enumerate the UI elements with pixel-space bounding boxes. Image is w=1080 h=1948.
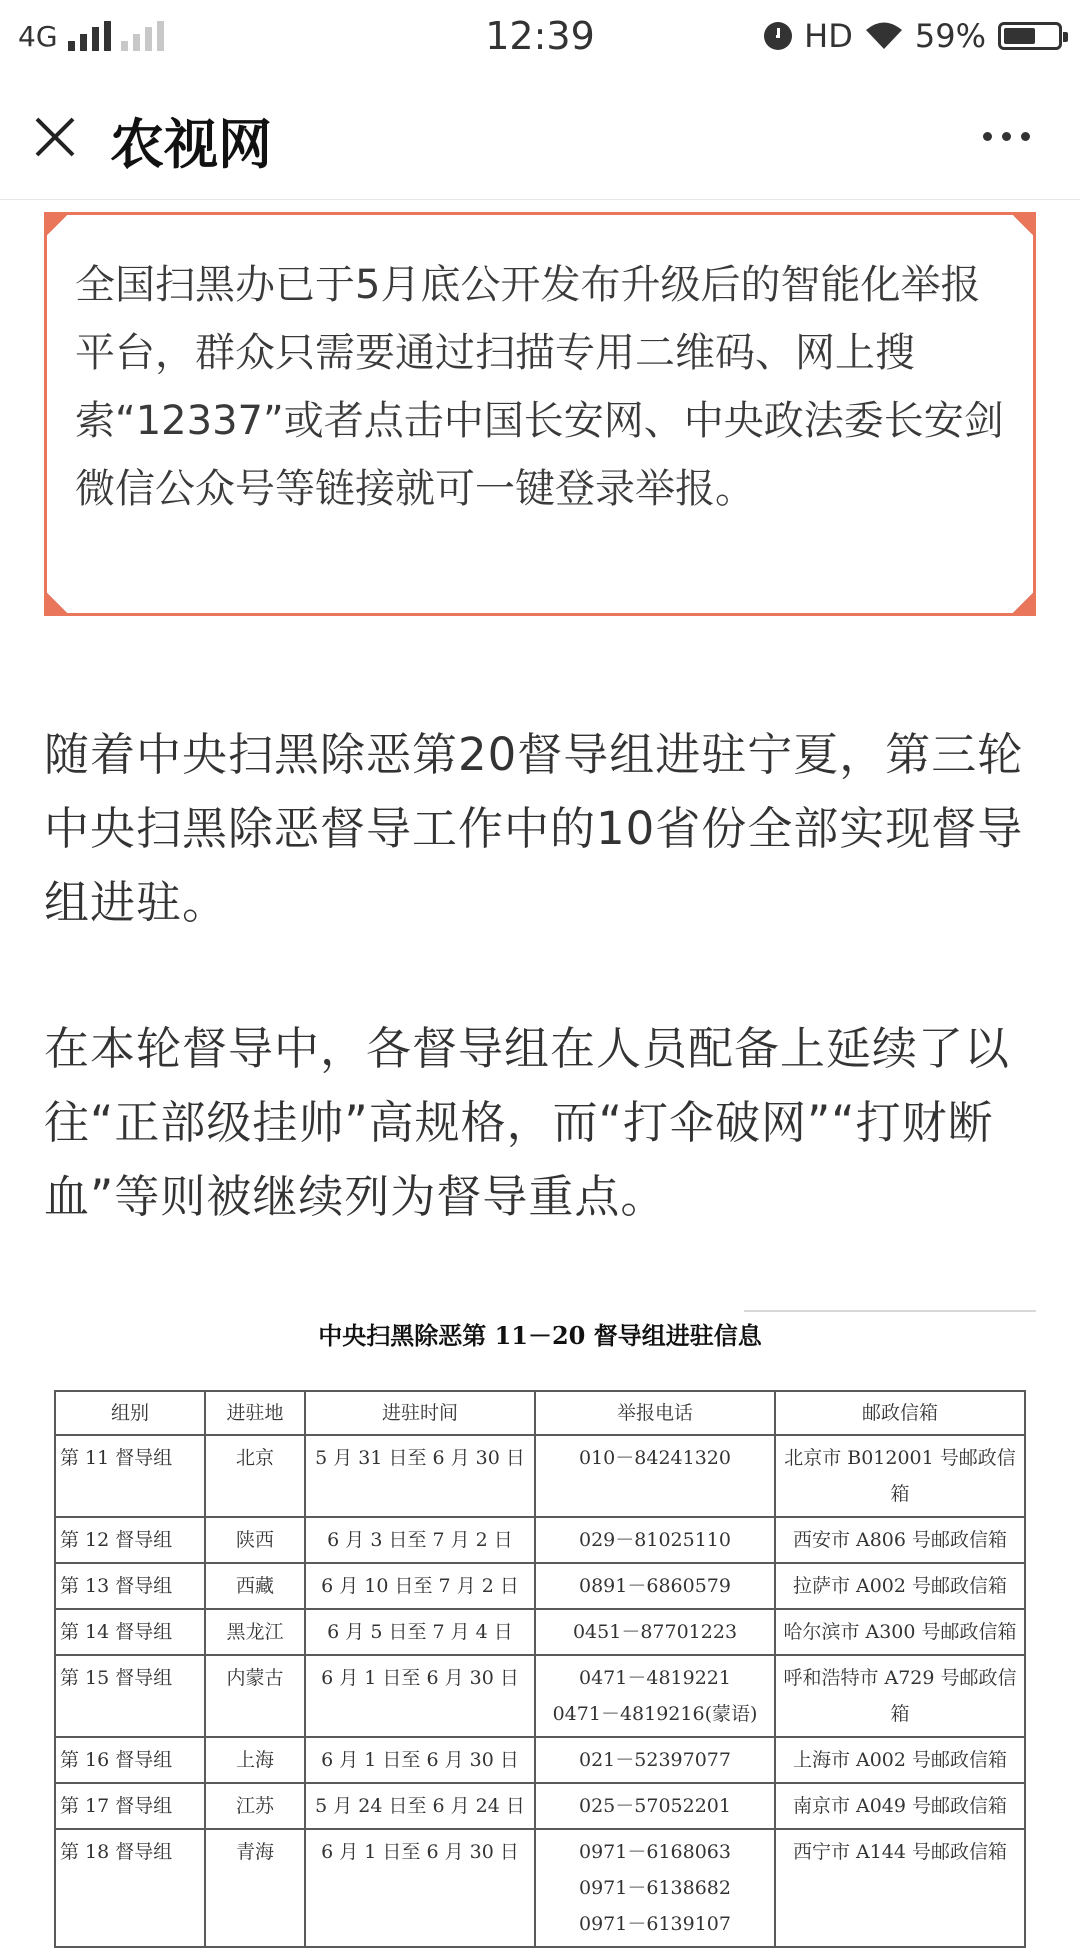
wifi-icon xyxy=(865,21,903,51)
battery-percent: 59% xyxy=(914,17,986,55)
table-header-cell: 进驻地 xyxy=(205,1391,305,1435)
table-cell: 6 月 1 日至 6 月 30 日 xyxy=(305,1829,535,1947)
table-row xyxy=(55,1435,1025,1517)
table-cell: 内蒙古 xyxy=(205,1655,305,1737)
table-cell: 025－57052201 xyxy=(535,1783,775,1829)
corner-decoration xyxy=(44,212,70,238)
table-cell: 第 13 督导组 xyxy=(55,1563,205,1609)
corner-decoration xyxy=(1010,590,1036,616)
table-cell: 第 11 督导组 xyxy=(55,1435,205,1517)
table-cell: 第 16 督导组 xyxy=(55,1737,205,1783)
image-divider xyxy=(744,1310,1036,1312)
hd-indicator: HD xyxy=(804,17,853,55)
table-cell: 0471－4819221 0471－4819216(蒙语) xyxy=(535,1655,775,1737)
table-header-cell: 邮政信箱 xyxy=(775,1391,1025,1435)
table-row xyxy=(55,1609,1025,1655)
table-cell: 哈尔滨市 A300 号邮政信箱 xyxy=(775,1609,1025,1655)
table-cell: 6 月 10 日至 7 月 2 日 xyxy=(305,1563,535,1609)
battery-icon xyxy=(998,22,1062,50)
table-row xyxy=(55,1655,1025,1737)
alarm-icon xyxy=(764,22,792,50)
table-cell: 上海市 A002 号邮政信箱 xyxy=(775,1737,1025,1783)
supervision-info-table xyxy=(54,1390,1026,1948)
table-cell: 西安市 A806 号邮政信箱 xyxy=(775,1517,1025,1563)
table-cell: 北京 xyxy=(205,1435,305,1517)
table-cell: 5 月 24 日至 6 月 24 日 xyxy=(305,1783,535,1829)
table-cell: 拉萨市 A002 号邮政信箱 xyxy=(775,1563,1025,1609)
table-cell: 第 18 督导组 xyxy=(55,1829,205,1947)
network-type: 4G xyxy=(18,19,58,53)
table-header-cell: 举报电话 xyxy=(535,1391,775,1435)
table-cell: 0971－6168063 0971－6138682 0971－6139107 xyxy=(535,1829,775,1947)
signal-strength-icon xyxy=(68,21,111,51)
table-cell: 黑龙江 xyxy=(205,1609,305,1655)
table-row xyxy=(55,1783,1025,1829)
status-icons xyxy=(764,17,1062,55)
article-paragraph: 在本轮督导中，各督导组在人员配备上延续了以往“正部级挂帅”高规格，而“打伞破网”“打财断血”等则被继续列为督导重点。 xyxy=(44,1022,1011,1223)
table-cell: 南京市 A049 号邮政信箱 xyxy=(775,1783,1025,1829)
signal-area xyxy=(18,20,164,53)
battery-fill xyxy=(1004,28,1035,44)
table-cell: 010－84241320 xyxy=(535,1435,775,1517)
close-icon[interactable] xyxy=(34,116,76,158)
signal-strength-sim2-icon xyxy=(121,21,164,51)
corner-decoration xyxy=(44,590,70,616)
table-body xyxy=(55,1435,1025,1947)
table-header-cell: 组别 xyxy=(55,1391,205,1435)
table-cell: 0451－87701223 xyxy=(535,1609,775,1655)
table-cell: 6 月 1 日至 6 月 30 日 xyxy=(305,1737,535,1783)
table-cell: 北京市 B012001 号邮政信箱 xyxy=(775,1435,1025,1517)
table-cell: 029－81025110 xyxy=(535,1517,775,1563)
more-icon[interactable] xyxy=(983,132,1030,141)
table-cell: 6 月 1 日至 6 月 30 日 xyxy=(305,1655,535,1737)
table-row xyxy=(55,1737,1025,1783)
table-cell: 6 月 3 日至 7 月 2 日 xyxy=(305,1517,535,1563)
table-cell: 西藏 xyxy=(205,1563,305,1609)
table-cell: 第 17 督导组 xyxy=(55,1783,205,1829)
table-header-cell: 进驻时间 xyxy=(305,1391,535,1435)
notice-box xyxy=(44,212,1036,616)
table-cell: 呼和浩特市 A729 号邮政信箱 xyxy=(775,1655,1025,1737)
table-cell: 第 14 督导组 xyxy=(55,1609,205,1655)
corner-decoration xyxy=(1010,212,1036,238)
table-cell: 5 月 31 日至 6 月 30 日 xyxy=(305,1435,535,1517)
table-cell: 第 12 督导组 xyxy=(55,1517,205,1563)
article-paragraph: 随着中央扫黑除恶第20督导组进驻宁夏，第三轮中央扫黑除恶督导工作中的10省份全部实现督导组进驻。 xyxy=(44,728,1024,929)
table-cell: 上海 xyxy=(205,1737,305,1783)
table-row xyxy=(55,1563,1025,1609)
page-title: 农视网 xyxy=(110,113,272,176)
clock: 12:39 xyxy=(485,14,595,58)
table-cell: 第 15 督导组 xyxy=(55,1655,205,1737)
nav-bar xyxy=(0,72,1080,200)
table-cell: 6 月 5 日至 7 月 4 日 xyxy=(305,1609,535,1655)
table-cell: 西宁市 A144 号邮政信箱 xyxy=(775,1829,1025,1947)
status-bar xyxy=(0,0,1080,72)
table-cell: 江苏 xyxy=(205,1783,305,1829)
table-cell: 0891－6860579 xyxy=(535,1563,775,1609)
table-cell: 021－52397077 xyxy=(535,1737,775,1783)
table-cell: 青海 xyxy=(205,1829,305,1947)
table-header-row xyxy=(55,1391,1025,1435)
table-title: 中央扫黑除恶第 11－20 督导组进驻信息 xyxy=(318,1321,762,1350)
table-row xyxy=(55,1829,1025,1947)
table-cell: 陕西 xyxy=(205,1517,305,1563)
table-row xyxy=(55,1517,1025,1563)
notice-text: 全国扫黑办已于5月底公开发布升级后的智能化举报平台，群众只需要通过扫描专用二维码、网上搜索“12337”或者点击中国长安网、中央政法委长安剑微信公众号等链接就可一键登录举报。 xyxy=(75,262,1004,512)
